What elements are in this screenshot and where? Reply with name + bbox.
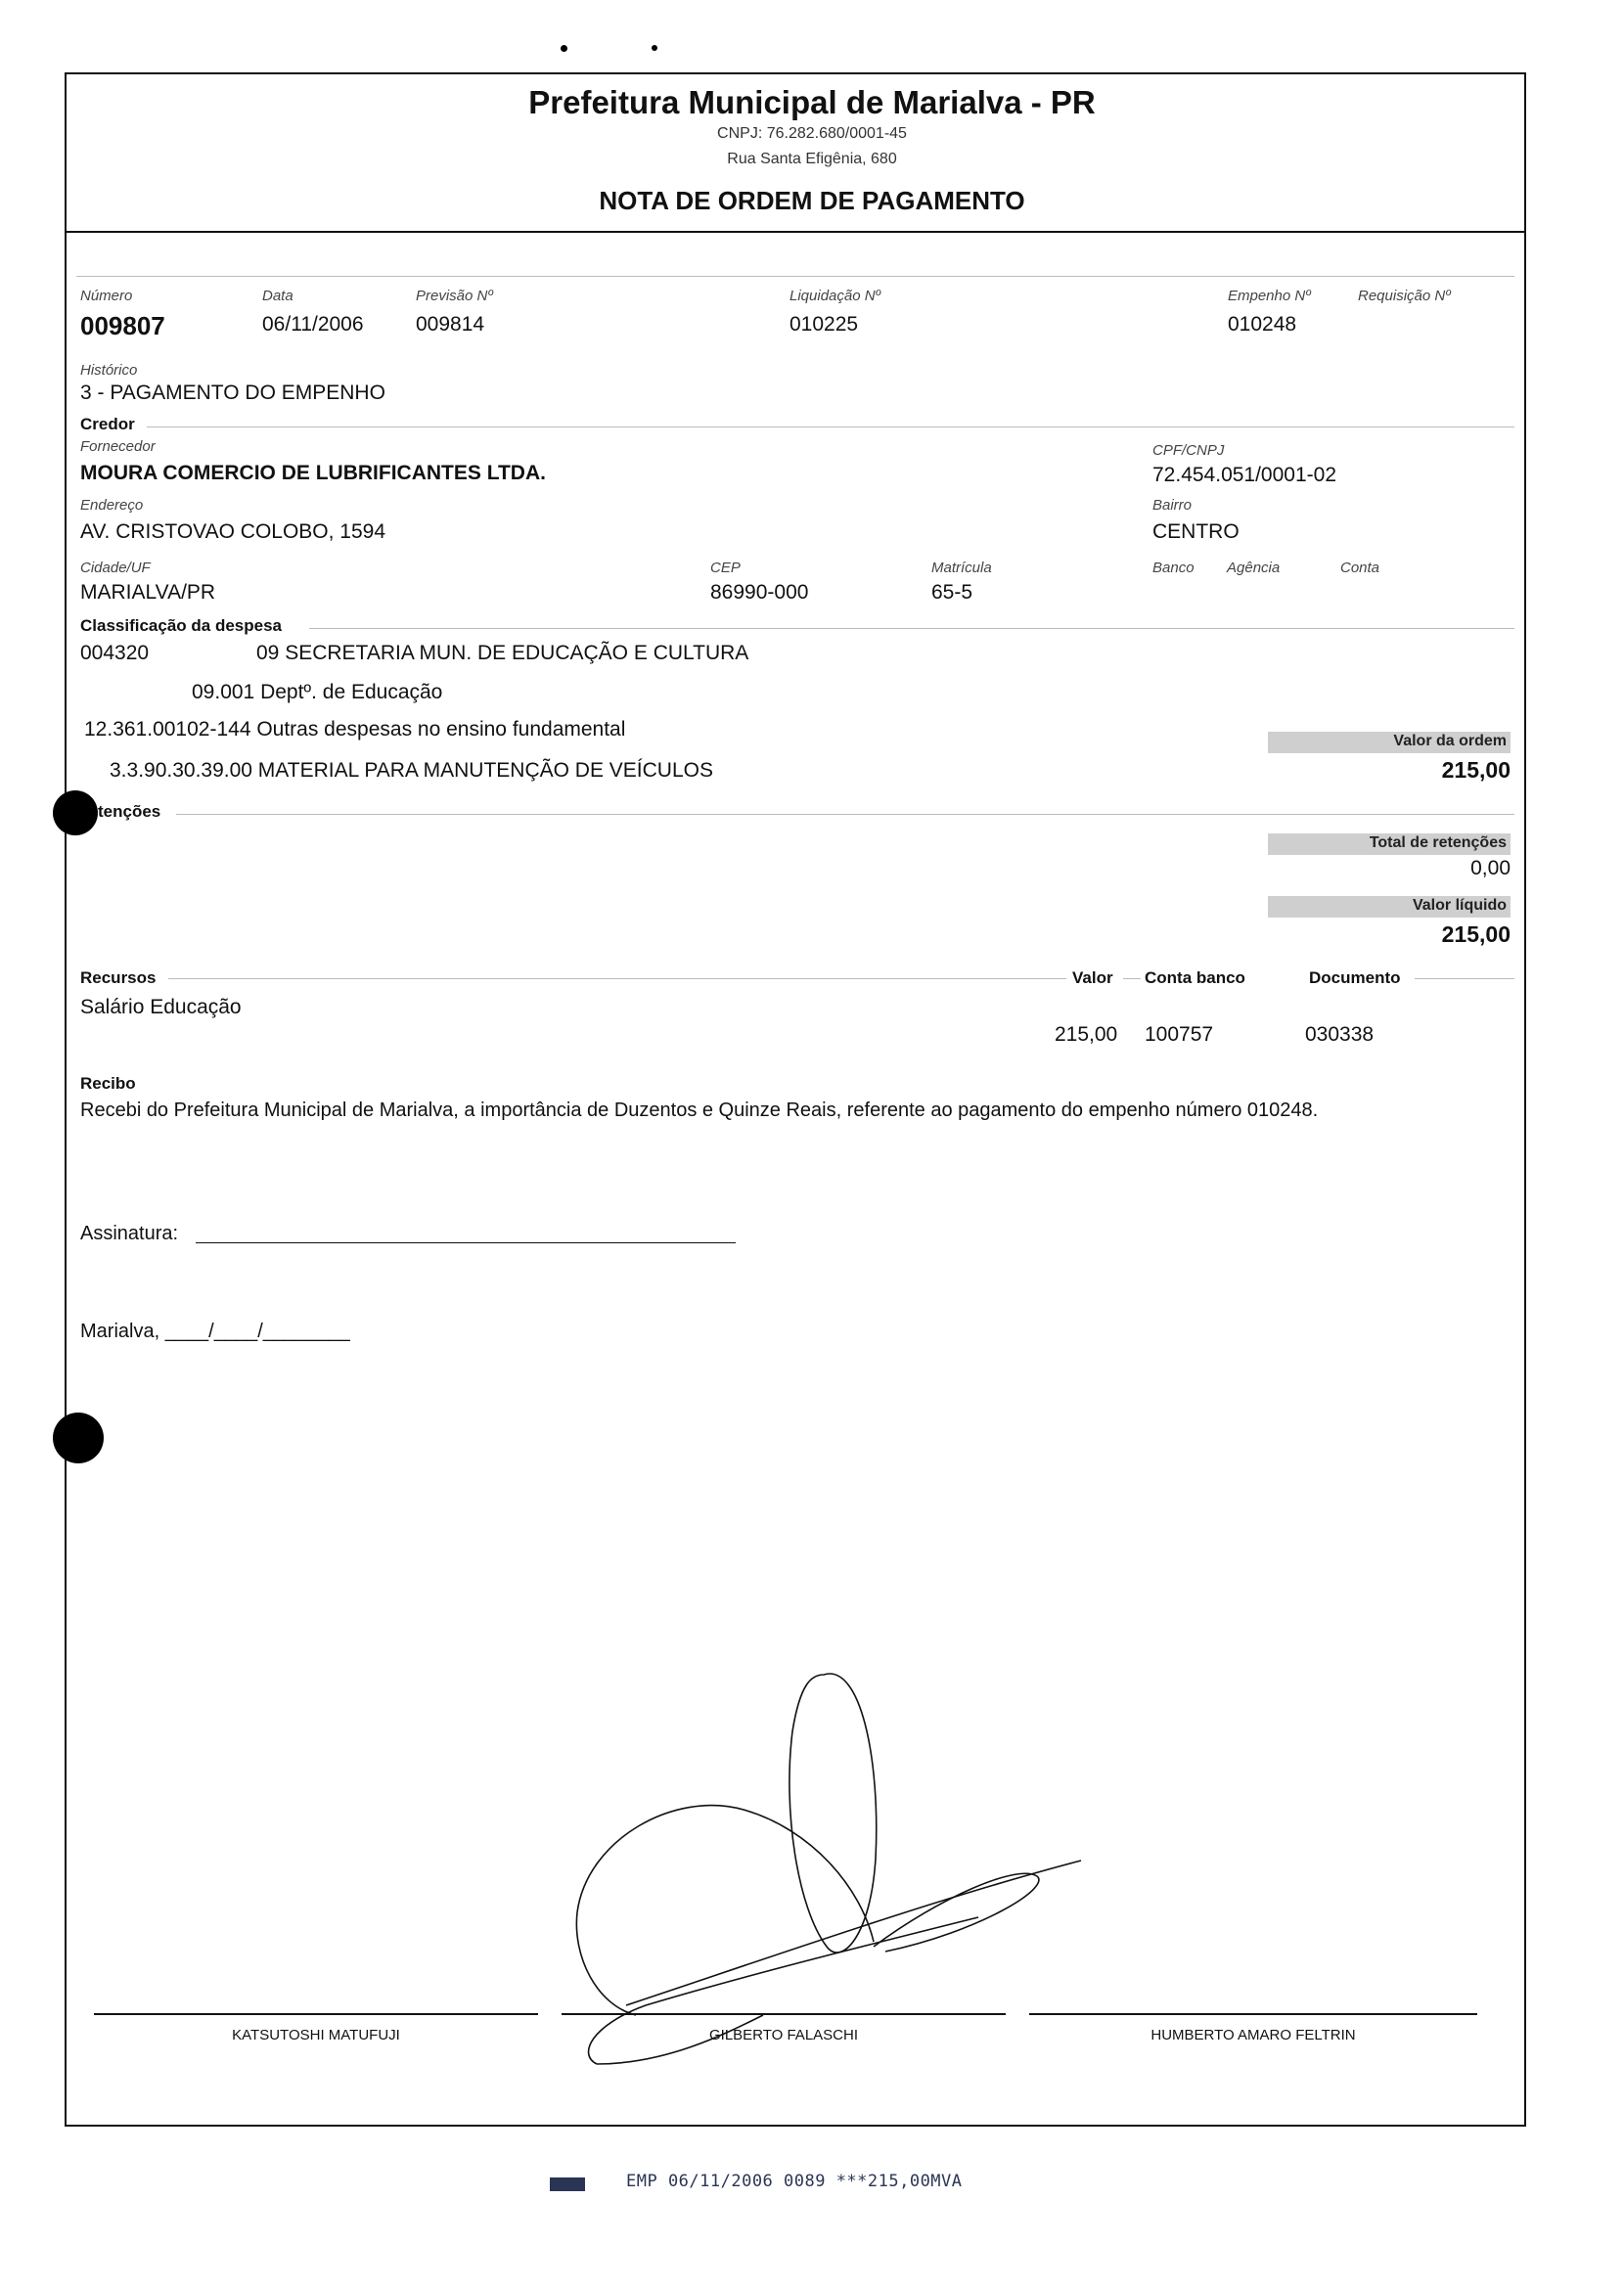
cpf-value: 72.454.051/0001-02	[1152, 464, 1337, 486]
valor-liquido-value: 215,00	[1441, 921, 1511, 947]
page-title: Prefeitura Municipal de Marialva - PR	[528, 84, 1096, 120]
signature-line-1	[94, 2013, 538, 2015]
recursos-conta: 100757	[1145, 1023, 1214, 1046]
endereco-value: AV. CRISTOVAO COLOBO, 1594	[80, 520, 386, 543]
classificacao-code: 004320	[80, 642, 150, 664]
recibo-text: Recebi do Prefeitura Municipal de Marialva, a importância de Duzentos e Quinze Reais, referente ao pagamento do empenho número 010248.	[80, 1100, 1319, 1121]
requisicao-label: Requisição Nº	[1358, 288, 1451, 304]
liquidacao-value: 010225	[789, 313, 859, 336]
cidade-value: MARIALVA/PR	[80, 581, 216, 604]
recursos-valor: 215,00	[1055, 1023, 1118, 1046]
punch-hole	[53, 790, 98, 835]
numero-label: Número	[80, 288, 133, 304]
signature-line-3	[1029, 2013, 1477, 2015]
punch-hole	[53, 1413, 104, 1463]
header-divider	[65, 231, 1526, 233]
recursos-documento-label: Documento	[1309, 968, 1401, 987]
credor-section: Credor	[80, 415, 135, 433]
total-retencoes-value: 0,00	[1470, 857, 1511, 879]
empenho-value: 010248	[1228, 313, 1297, 336]
valor-ordem-value: 215,00	[1441, 757, 1511, 783]
cnpj-text: CNPJ: 76.282.680/0001-45	[717, 125, 907, 142]
local-data: Marialva, ____/____/________	[80, 1321, 350, 1342]
classificacao-funcional: 12.361.00102-144 Outras despesas no ensino fundamental	[84, 718, 626, 741]
matricula-value: 65-5	[931, 581, 973, 604]
agencia-label: Agência	[1227, 560, 1281, 576]
conta-label: Conta	[1340, 560, 1380, 576]
valor-liquido-label: Valor líquido	[1412, 897, 1507, 914]
classificacao-unidade: 09.001 Deptº. de Educação	[192, 681, 443, 703]
stamp-logo-icon	[550, 2177, 585, 2191]
endereco-label: Endereço	[80, 497, 144, 514]
retencoes-section: tenções	[98, 802, 161, 821]
recursos-documento: 030338	[1305, 1023, 1375, 1046]
recursos-valor-label: Valor	[1072, 968, 1113, 987]
signature-line-2	[562, 2013, 1006, 2015]
assinatura-line	[196, 1242, 736, 1243]
total-retencoes-label: Total de retenções	[1369, 834, 1507, 851]
data-label: Data	[262, 288, 293, 304]
bairro-value: CENTRO	[1152, 520, 1240, 543]
signatory-1: KATSUTOSHI MATUFUJI	[232, 2027, 400, 2043]
address-text: Rua Santa Efigênia, 680	[727, 151, 897, 167]
document-title: NOTA DE ORDEM DE PAGAMENTO	[599, 186, 1025, 215]
numero-value: 009807	[80, 311, 165, 340]
cep-label: CEP	[710, 560, 741, 576]
classificacao-orgao: 09 SECRETARIA MUN. DE EDUCAÇÃO E CULTURA	[256, 642, 749, 664]
data-value: 06/11/2006	[262, 313, 364, 336]
scan-mark	[561, 45, 567, 52]
signatory-2: GILBERTO FALASCHI	[709, 2027, 858, 2043]
fornecedor-value: MOURA COMERCIO DE LUBRIFICANTES LTDA.	[80, 462, 546, 484]
historico-label: Histórico	[80, 362, 138, 379]
cpf-label: CPF/CNPJ	[1152, 442, 1225, 459]
recursos-section: Recursos	[80, 968, 157, 987]
protocol-stamp: EMP 06/11/2006 0089 ***215,00MVA	[626, 2172, 963, 2191]
recibo-section: Recibo	[80, 1074, 136, 1093]
recursos-fonte: Salário Educação	[80, 996, 242, 1018]
fornecedor-label: Fornecedor	[80, 438, 156, 455]
assinatura-label: Assinatura:	[80, 1223, 179, 1244]
historico-value: 3 - PAGAMENTO DO EMPENHO	[80, 382, 385, 404]
empenho-label: Empenho Nº	[1228, 288, 1311, 304]
cep-value: 86990-000	[710, 581, 809, 604]
banco-label: Banco	[1152, 560, 1195, 576]
valor-ordem-label: Valor da ordem	[1393, 733, 1507, 749]
cidade-label: Cidade/UF	[80, 560, 151, 576]
signatory-3: HUMBERTO AMARO FELTRIN	[1150, 2027, 1356, 2043]
previsao-value: 009814	[416, 313, 485, 336]
liquidacao-label: Liquidação Nº	[789, 288, 881, 304]
classificacao-elemento: 3.3.90.30.39.00 MATERIAL PARA MANUTENÇÃO DE VEÍCULOS	[110, 759, 713, 782]
matricula-label: Matrícula	[931, 560, 992, 576]
bairro-label: Bairro	[1152, 497, 1193, 514]
scan-mark	[652, 45, 657, 51]
recursos-conta-label: Conta banco	[1145, 968, 1245, 987]
previsao-label: Previsão Nº	[416, 288, 493, 304]
classificacao-section: Classificação da despesa	[80, 616, 283, 635]
